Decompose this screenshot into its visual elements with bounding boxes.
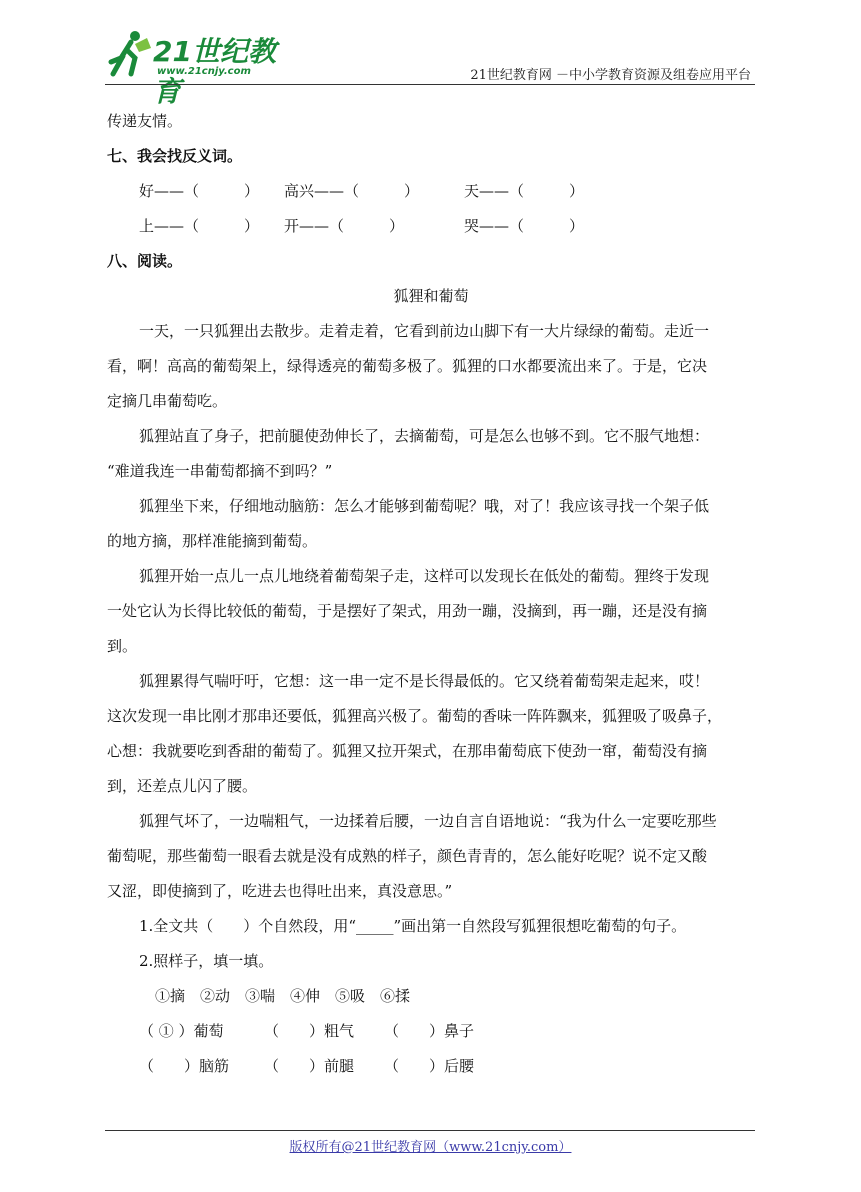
antonym-item: 好——（ ）	[139, 182, 260, 200]
paragraph-line: 狐狸站直了身子，把前腿使劲伸长了，去摘葡萄，可是怎么也够不到。它不服气地想：	[139, 427, 710, 445]
paragraph-line: 葡萄呢，那些葡萄一眼看去就是没有成熟的样子，颜色青青的，怎么能好吃呢？说不定又酸	[107, 847, 708, 865]
site-name: 21世纪教育网 －中小学教育资源及组卷应用平台	[470, 68, 751, 83]
fill-row-2	[107, 1049, 755, 1084]
question-2: 2.照样子，填一填。	[139, 952, 274, 970]
antonym-item: 开——（ ）	[284, 217, 405, 235]
runner-logo-icon	[105, 28, 153, 80]
question-1: 1.全文共（ ）个自然段，用“_____”画出第一自然段写狐狸很想吃葡萄的句子。	[139, 917, 687, 935]
paragraph-line: 狐狸开始一点儿一点儿地绕着葡萄架子走，这样可以发现长在低处的葡萄。狸终于发现	[139, 567, 710, 585]
text-line: 传递友情。	[107, 112, 183, 130]
footer-divider	[105, 1130, 755, 1131]
paragraph-line: 看，啊！高高的葡萄架上，绿得透亮的葡萄多极了。狐狸的口水都要流出来了。于是，它决	[107, 357, 708, 375]
section-heading-8: 八、阅读。	[107, 252, 183, 270]
document-body	[107, 104, 755, 1084]
fill-item: （ ① ）葡萄	[139, 1022, 224, 1040]
page-header	[105, 28, 755, 108]
paragraph-line: 又涩，即使摘到了，吃进去也得吐出来，真没意思。”	[107, 882, 453, 900]
word-options: ①摘 ②动 ③喘 ④伸 ⑤吸 ⑥揉	[155, 987, 411, 1005]
logo-text: 21世纪教育	[153, 35, 276, 108]
fill-item: （ ）后腰	[384, 1057, 475, 1075]
antonym-item: 高兴——（ ）	[284, 182, 420, 200]
fill-item: （ ）前腿	[264, 1057, 355, 1075]
logo-url: www.21cnjy.com	[157, 66, 251, 77]
paragraph-line: 一天，一只狐狸出去散步。走着走着，它看到前边山脚下有一大片绿绿的葡萄。走近一	[139, 322, 710, 340]
header-divider	[105, 84, 755, 85]
fill-item: （ ）鼻子	[384, 1022, 475, 1040]
fill-row-1	[107, 1014, 755, 1049]
paragraph-line: 一处它认为长得比较低的葡萄，于是摆好了架式，用劲一蹦，没摘到，再一蹦，还是没有摘	[107, 602, 708, 620]
antonym-item: 上——（ ）	[139, 217, 260, 235]
paragraph-line: 到。	[107, 637, 138, 655]
paragraph-line: 狐狸累得气喘吁吁，它想：这一串一定不是长得最低的。它又绕着葡萄架走起来，哎！	[139, 672, 710, 690]
paragraph-line: 这次发现一串比刚才那串还要低，狐狸高兴极了。葡萄的香味一阵阵飘来，狐狸吸了吸鼻子，	[107, 707, 723, 725]
paragraph-line: 到，还差点儿闪了腰。	[107, 777, 258, 795]
page-footer	[0, 1136, 861, 1155]
fill-item: （ ）脑筋	[139, 1057, 230, 1075]
antonym-row-1	[107, 174, 755, 209]
paragraph-line: “难道我连一串葡萄都摘不到吗？”	[107, 462, 333, 480]
paragraph-line: 定摘几串葡萄吃。	[107, 392, 228, 410]
paragraph-line: 心想：我就要吃到香甜的葡萄了。狐狸又拉开架式，在那串葡萄底下使劲一窜，葡萄没有摘	[107, 742, 708, 760]
paragraph-line: 狐狸气坏了，一边喘粗气，一边揉着后腰，一边自言自语地说：“我为什么一定要吃那些	[139, 812, 717, 830]
site-logo	[105, 28, 295, 108]
fill-item: （ ）粗气	[264, 1022, 355, 1040]
antonym-item: 哭——（ ）	[464, 217, 585, 235]
antonym-item: 天——（ ）	[464, 182, 585, 200]
copyright-link[interactable]: 版权所有@21世纪教育网（www.21cnjy.com）	[289, 1140, 572, 1155]
antonym-row-2	[107, 209, 755, 244]
section-heading-7: 七、我会找反义词。	[107, 147, 243, 165]
paragraph-line: 的地方摘，那样准能摘到葡萄。	[107, 532, 318, 550]
passage-title: 狐狸和葡萄	[393, 287, 469, 305]
paragraph-line: 狐狸坐下来，仔细地动脑筋：怎么才能够到葡萄呢？哦，对了！我应该寻找一个架子低	[139, 497, 710, 515]
